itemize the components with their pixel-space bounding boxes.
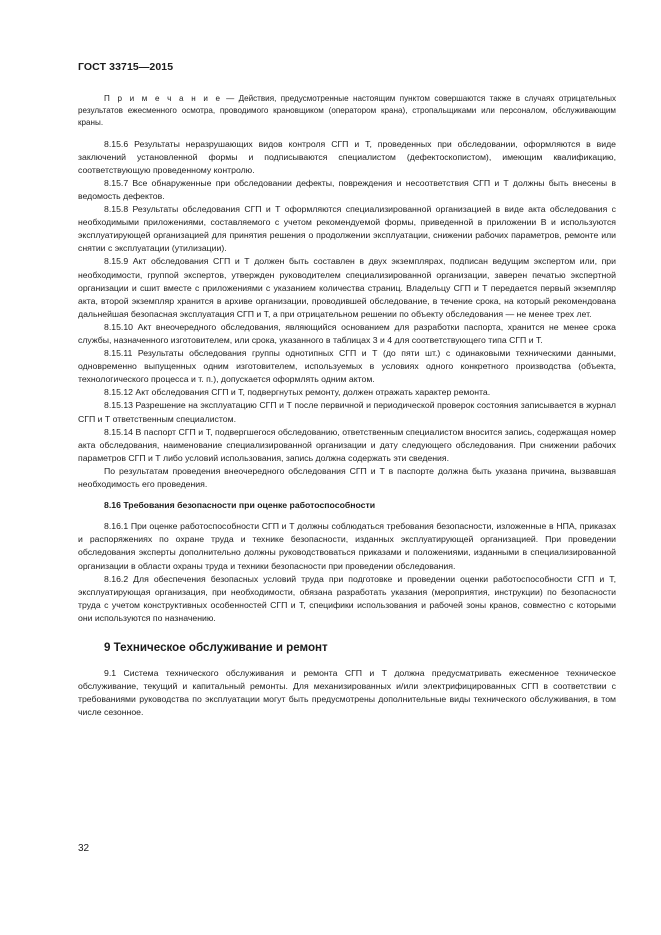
paragraph-8-15-9: 8.15.9 Акт обследования СГП и Т должен быть составлен в двух экземплярах, подписан ведущим экспертом или, при необходимости, группой экспертов, утвержден руководителем специализированной организации, заверен печатью экспертной организации и сшит вместе с приложениями с указанием количества страниц. Владельцу СГП и Т передается первый экземпляр акта, второй экземпляр хранится в архиве организации, проводившей обследование, в течение срока, на который рекомендована дальнейшая безопасная эксплуатация СГП и Т, а при отрицательном решении по объекту обследования — не менее трех лет. [78,256,616,319]
page-body [78,93,616,719]
document-header: ГОСТ 33715—2015 [78,61,174,73]
note-paragraph [78,93,616,130]
paragraph-8-15-7: 8.15.7 Все обнаруженные при обследовании дефекты, повреждения и несоответствия СГП и Т должны быть внесены в ведомость дефектов. [78,177,616,201]
note-text: — Действия, предусмотренные настоящим пунктом совершаются также в случаях отрицательных результатов ежесменного осмотра, проводимого крановщиком (оператором крана), стропальщиками или персоналом, обслуживающим краны. [78,94,617,128]
paragraph-8-15-6: 8.15.6 Результаты неразрушающих видов контроля СГП и Т, проведенных при обследовании, оформляются в виде заключений установленной формы и подписываются специалистом (дефектоскопистом), имеющим квалификацию, соответствующую проведенному контролю. [78,138,616,175]
paragraph-8-16-2: 8.16.2 Для обеспечения безопасных условий труда при подготовке и проведении оценки работоспособности СГП и Т, эксплуатирующая организация, при необходимости, обязана разработать указания (мероприятия, инструкции) по безопасности труда с учетом конструктивных особенностей СГП и Т, специфики использования и рабочей зоны кранов, совместно с которыми они используются по назначению. [78,573,616,623]
paragraph-8-16-1: 8.16.1 При оценке работоспособности СГП и Т должны соблюдаться требования безопасности, изложенные в НПА, приказах и распоряжениях по охране труда и технике безопасности, изданных эксплуатирующей организацией. При проведении обследования эксперты дополнительно должны руководствоваться приказами и положениями, изданными в специализированной организации в области охраны труда и техники безопасности при проведении обследования. [78,521,616,571]
paragraph-8-15-10: 8.15.10 Акт внеочередного обследования, являющийся основанием для разработки паспорта, хранится не менее срока службы, назначенного изготовителем, или срока, указанного в таблицах 3 и 4 для соответствующего типа СГП и Т. [78,321,616,346]
subsection-heading: 8.16 Требования безопасности при оценке работоспособности [104,500,376,511]
paragraph-8-15-12: 8.15.12 Акт обследования СГП и Т, подвергнутых ремонту, должен отражать характер ремонта. [104,387,491,398]
paragraph-8-15-14: 8.15.14 В паспорт СГП и Т, подвергшегося обследованию, ответственным специалистом вносится запись, содержащая номер акта обследования, наименование специализированной организации и дату следующего обследования. При снижении рабочих параметров СГП и Т либо условий использования, запись должна содержать эти сведения. [78,426,616,463]
paragraph-9-1: 9.1 Система технического обслуживания и ремонта СГП и Т должна предусматривать ежесменное техническое обслуживание, текущий и капитальный ремонты. Для механизированных и/или электрифицированных СГП в соответствии с требованиями руководства по эксплуатации могут быть предусмотрены дополнительные виды технического обслуживания, в том числе сезонное. [78,667,616,718]
page-number: 32 [78,843,90,854]
note-label: П р и м е ч а н и е [104,94,222,103]
paragraph-8-15-13: 8.15.13 Разрешение на эксплуатацию СГП и Т после первичной и периодической проверок состояния записывается в журнал СГП и Т ответственным специалистом. [78,400,616,424]
paragraph-8-15-8: 8.15.8 Результаты обследования СГП и Т оформляются специализированной организацией в виде акта обследования с необходимыми приложениями, составляемого с учетом рекомендуемой формы, приведенной в приложении В и используются эксплуатирующей организацией для принятия решения о продолжении эксплуатации, снижении рабочих параметров, ремонте или снятии с эксплуатации (утилизации). [78,204,616,254]
paragraph-8-15-11: 8.15.11 Результаты обследования группы однотипных СГП и Т (до пяти шт.) с одинаковыми техническими данными, одновременно выпущенных одним изготовителем, используемых в условиях одного конкретного производства (объекта, технологического процесса и т. п.), допускается оформлять одним актом. [78,348,616,385]
section-heading: 9 Техническое обслуживание и ремонт [104,640,328,654]
paragraph-closing-note: По результатам проведения внеочередного обследования СГП и Т в паспорте должна быть указана причина, вызвавшая необходимость его проведения. [78,465,616,490]
